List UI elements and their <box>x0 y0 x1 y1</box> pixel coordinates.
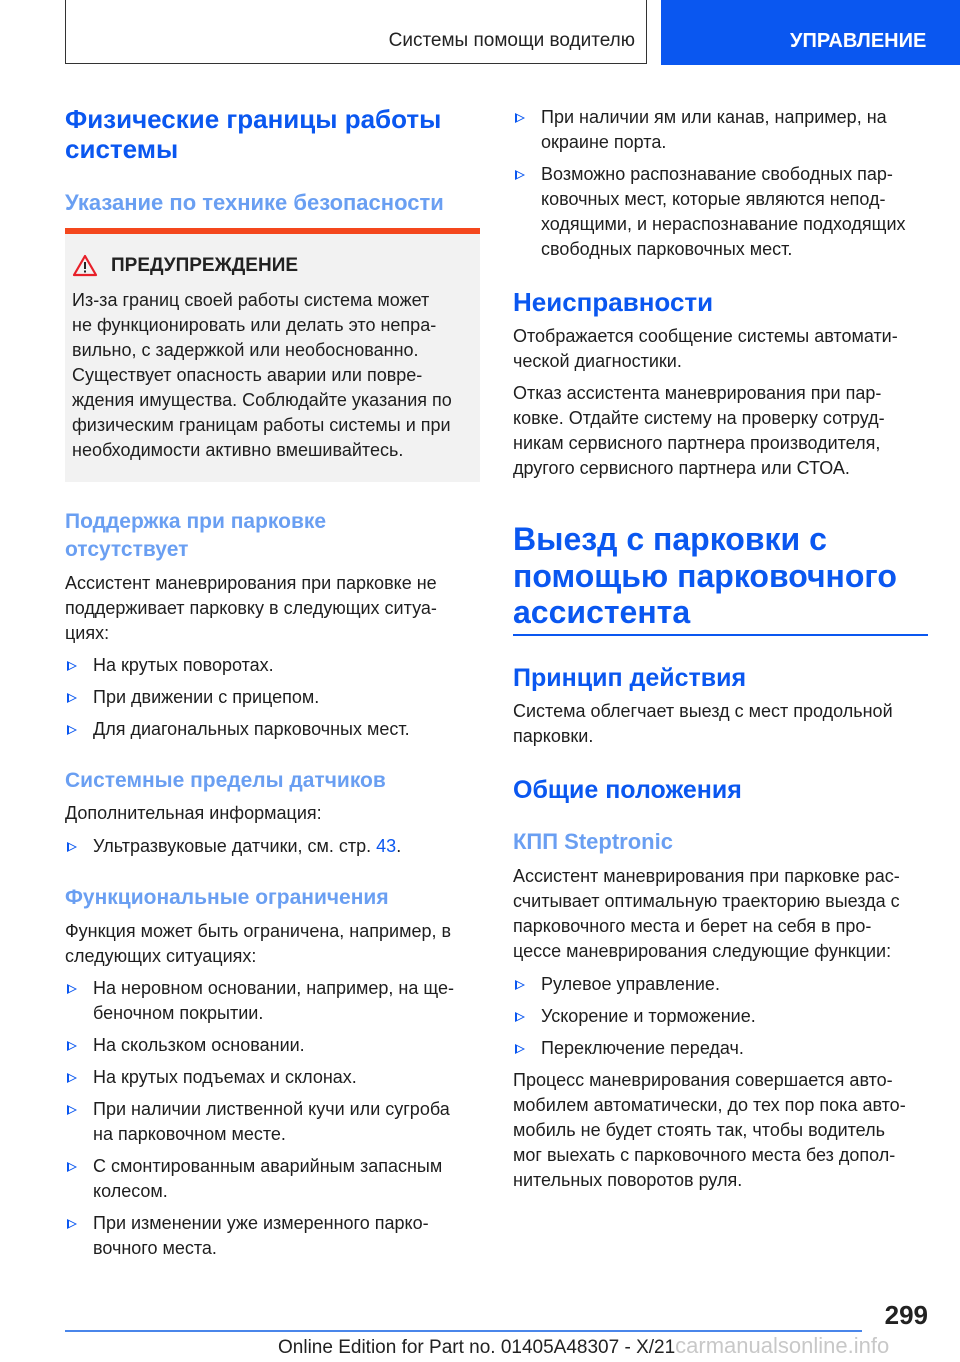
list-item: Переключение передач. <box>513 1036 744 1061</box>
bullet-triangle-icon <box>67 725 77 735</box>
section-title: Системы помощи водителю <box>388 30 635 51</box>
paragraph: Функция может быть ограничена, например, в следующих ситуациях: <box>65 921 452 966</box>
bullet-triangle-icon <box>67 1041 77 1051</box>
paragraph: Дополнительная информация: <box>65 803 322 823</box>
heading-no-support: Поддержка при парковке отсутствует <box>65 510 327 561</box>
page-number: 299 <box>884 1300 928 1330</box>
paragraph: Процесс маневрирования совершается авто- мобилем автоматически, до тех пор пока авто- мобиль не будет стоять так, чтобы водитель мог выехать с парковочного места без допол- нительных поворотов руля. <box>513 1070 906 1190</box>
list-item: При движении с прицепом. <box>65 685 319 710</box>
bullet-triangle-icon <box>515 113 525 123</box>
paragraph: Отображается сообщение системы автомати- ческой диагностики. <box>513 326 898 371</box>
list-item: Ускорение и торможение. <box>513 1004 756 1029</box>
list-item: На крутых подъемах и склонах. <box>65 1065 357 1090</box>
list-item: На неровном основании, например, на ще- беночном покрытии. <box>65 976 454 1026</box>
paragraph: Ассистент маневрирования при парковке рас- считывает оптимальную траекторию выезда с парковочного места и берет на себя в про- цессе маневрирования следующие функции: <box>513 866 900 961</box>
heading-faults: Неисправности <box>513 287 714 317</box>
heading-general: Общие положения <box>513 776 742 804</box>
heading-underline <box>513 634 928 636</box>
list-item: Рулевое управление. <box>513 972 720 997</box>
heading-safety: Указание по технике безопасности <box>65 190 444 215</box>
footer-edition: Online Edition for Part no. 01405A48307 - X/21carmanualsonline.info <box>278 1333 890 1358</box>
warning-title: ПРЕДУПРЕЖДЕНИЕ <box>111 255 299 276</box>
bullet-triangle-icon <box>67 661 77 671</box>
page-link[interactable]: 43 <box>376 836 397 856</box>
bullet-triangle-icon <box>515 980 525 990</box>
list-item: При наличии ям или канав, например, на окраине порта. <box>513 105 887 155</box>
list-item: Для диагональных парковочных мест. <box>65 717 410 742</box>
footer-rule <box>65 1330 862 1332</box>
bullet-triangle-icon <box>67 1219 77 1229</box>
list-item: Возможно распознавание свободных пар- ковочных мест, которые являются непод- ходящими, и нераспознавание подходящих свободных парковочных мест. <box>513 162 906 262</box>
list-item: Ультразвуковые датчики, см. стр. 43. <box>65 834 401 859</box>
bullet-triangle-icon <box>67 693 77 703</box>
bullet-triangle-icon <box>67 984 77 994</box>
heading-functional-limits: Функциональные ограничения <box>65 886 389 909</box>
bullet-triangle-icon <box>515 1044 525 1054</box>
heading-sensor-limits: Системные пределы датчиков <box>65 769 386 792</box>
watermark: carmanualsonline.info <box>675 1333 890 1358</box>
paragraph: Отказ ассистента маневрирования при пар- ковке. Отдайте систему на проверку сотруд- никам сервисного партнера производителя, другого сервисного партнера или СТОА. <box>513 383 885 478</box>
bullet-triangle-icon <box>67 1162 77 1172</box>
bullet-triangle-icon <box>515 1012 525 1022</box>
chapter-tab-label[interactable]: УПРАВЛЕНИЕ <box>790 30 927 52</box>
warning-triangle-icon <box>72 254 98 277</box>
heading-steptronic: КПП Steptronic <box>513 829 673 854</box>
list-item: При наличии лиственной кучи или сугроба на парковочном месте. <box>65 1097 450 1147</box>
list-item: На крутых поворотах. <box>65 653 274 678</box>
bullet-triangle-icon <box>67 842 77 852</box>
list-item: При изменении уже измеренного парко- вочного места. <box>65 1211 429 1261</box>
paragraph: Ассистент маневрирования при парковке не поддерживает парковку в следующих ситуа- циях: <box>65 573 437 643</box>
heading-principle: Принцип действия <box>513 664 747 692</box>
list-item: На скользком основании. <box>65 1033 305 1058</box>
heading-exit-parking: Выезд с парковки с помощью парковочного ассистента <box>513 521 897 630</box>
list-item: С смонтированным аварийным запасным колесом. <box>65 1154 442 1204</box>
bullet-triangle-icon <box>67 1105 77 1115</box>
bullet-triangle-icon <box>515 170 525 180</box>
paragraph: Система облегчает выезд с мест продольной парковки. <box>513 701 893 746</box>
warning-text: Из-за границ своей работы система может не функционировать или делать это непра- вильно, с задержкой или необоснованно. Существует опасность аварии или повре- ждения имущества. Соблюдайте указания по физическим границам работы системы и при необходимости активно вмешивайтесь. <box>72 290 452 460</box>
bullet-triangle-icon <box>67 1073 77 1083</box>
heading-physical-limits: Физические границы работы системы <box>65 104 442 164</box>
